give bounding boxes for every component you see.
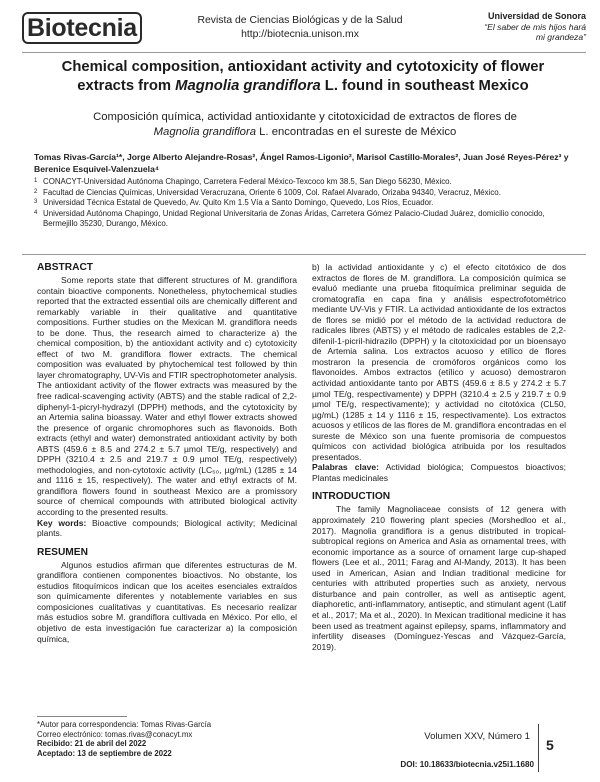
right-column xyxy=(312,262,566,652)
subtitle-line-2 xyxy=(50,125,560,140)
title-line-1: Chemical composition, antioxidant activity and cytotoxicity of flower xyxy=(61,59,545,75)
doi[interactable]: DOI: 10.18633/biotecnia.v25i1.1680 xyxy=(400,760,534,769)
correspondence-footnote xyxy=(37,716,297,758)
accepted-text: Aceptado: 13 de septiembre de 2022 xyxy=(37,748,172,758)
left-column xyxy=(37,262,297,644)
affiliation-text: Universidad Autónoma Chapingo, Unidad Regional Universitaria de Zonas Áridas, Carretera Gómez Palacio-Ciudad Juárez, domicilio conocido, Bermejillo 35230, Durango, México. xyxy=(43,208,545,229)
introduction-body: The family Magnoliaceae consists of 12 genera with approximately 210 flowering plant species (Morshedloo et al., 2017). Magnolia grandiflora is a genus distributed in tropical-subtropical regions on America and Asia as ornamental trees, with economic importance as a source of ornament large cup-shaped flowers (Lee et al., 2011; Farag and Al-Mandy, 2013). It has been used in American, Asian and Indian traditional medicine for centuries with attributed properties such as anxiety, nervous disturbance and pain controller, as well as antiseptic agent, diaphoretic, anti-inflammatory, antiseptic, and stimulant agent (Latif et al., 2017; Ma et al., 2020). In Mexican traditional medicine it has been used as treatment against epilepsy, spams, inflammatory and infertility diseases (Domínguez-Yescas and Vázquez-García, 2019). xyxy=(312,504,566,652)
page-number-divider xyxy=(538,724,539,772)
abstract-heading: ABSTRACT xyxy=(37,262,94,273)
university-motto-2: mi grandeza” xyxy=(535,32,586,42)
email-label: Correo electrónico: xyxy=(37,729,106,739)
title-line-2-pre: extracts from xyxy=(77,77,176,94)
email-line xyxy=(37,730,297,740)
subtitle-species: Magnolia grandiflora xyxy=(153,126,257,138)
keywords-text: Bioactive compounds; Biological activity; Medicinal plants. xyxy=(37,517,297,539)
affiliation-item xyxy=(34,177,576,188)
title-species: Magnolia grandiflora xyxy=(175,77,321,94)
journal-url[interactable]: http://biotecnia.unison.mx xyxy=(241,29,359,40)
university-info xyxy=(436,11,586,43)
affiliations xyxy=(34,177,576,230)
page-number: 5 xyxy=(546,737,554,753)
subtitle-line-1: Composición química, actividad antioxidante y citotoxicidad de extractos de flores de xyxy=(93,111,517,123)
resumen-body: Algunos estudios afirman que diferentes estructuras de M. grandiflora contienen componentes bioactivos. No obstante, los estudios fitoquímicos indican que los aceites esenciales extraídos son químicamente diferentes y notablemente variables en sus composiciones cualitativas y cuantitativas. Es necesario realizar más estudios sobre M. grandiflora cultivada en México. Por ello, el objetivo de esta investigación fue caracterizar a) la composición química, xyxy=(37,559,297,644)
affiliation-number: 3 xyxy=(34,199,38,206)
keywords xyxy=(37,518,297,539)
resumen-continued: b) la actividad antioxidante y c) el efecto citotóxico de dos extractos de flores de M. grandiflora. La composición química se evaluó mediante una prueba fitoquímica preliminar seguida de cromatografía en capa fina y análisis espectrofotométrico mediante UV-Vis y FTIR. La actividad antioxidante de los extractos de flores se midió por el método de la actividad reductora de radicales libres (ABTS) y el método de radicales estables de 2,2-difenil-1-picril-hidrazilo (DPPH) y la citotoxicidad por un bioensayo de Artemia salina. Los extractos acuoso y etílico de flores mostraron la presencia de cromóforos orgánicos como los flavonoides. Ambos extractos (etílico y acuoso) demostraron actividad antioxidante tanto por ABTS (459.6 ± 8.5 y 274.2 ± 5.7 µmol TE/g, respectivamente) y DPPH (3210.4 ± 2.5 y 219.7 ± 0.9 µmol TE/g, respectivamente); y actividad no citotóxica (CL50, µg/mL) (1285 ± 14 y 1116 ± 15, respectivamente). Los extractos acuosos y etílicos de las flores de M. grandiflora encontradas en el sureste de México son una fuente promisoria de compuestos químicos con actividad biológica atribuida por los resultados presentados. xyxy=(312,262,566,462)
affiliation-item xyxy=(34,209,576,230)
author-list: Tomas Rivas-García¹*, Jorge Alberto Alejandre-Rosas², Ángel Ramos-Ligonio², Marisol Castillo-Morales², Juan José Reyes-Pérez³ y Berenice Esquivel-Valenzuela⁴ xyxy=(34,152,569,174)
header-divider xyxy=(22,52,586,53)
university-name: Universidad de Sonora xyxy=(487,11,586,21)
affiliation-number: 2 xyxy=(34,188,38,195)
received-date xyxy=(37,739,297,749)
volume-info: Volumen XXV, Número 1 xyxy=(424,731,530,742)
title-line-2-post: L. found in southeast Mexico xyxy=(320,77,529,94)
logo-text: Biotecnia xyxy=(22,12,142,44)
affiliation-number: 4 xyxy=(34,209,38,216)
affiliations-divider xyxy=(22,254,586,255)
footnote-rule xyxy=(37,716,127,717)
subtitle-line-2-post: L. encontradas en el sureste de México xyxy=(256,126,457,138)
affiliation-text: CONACYT-Universidad Autónoma Chapingo, Carretera Federal México-Texcoco km 38.5, San Diego 56230, México. xyxy=(43,177,452,186)
biotecnia-logo xyxy=(22,12,137,42)
journal-info xyxy=(180,14,420,42)
affiliation-text: Universidad Técnica Estatal de Quevedo, Av. Quito Km 1.5 Vía a Santo Domingo, Quevedo, Los Ríos, Ecuador. xyxy=(43,198,434,208)
journal-header xyxy=(22,8,586,48)
email-link[interactable]: tomas.rivas@conacyt.mx xyxy=(105,729,193,739)
resumen-heading: RESUMEN xyxy=(37,546,88,558)
abstract-body: Some reports state that different structures of M. grandiflora contain bioactive components. Nonetheless, phytochemical studies reported that the extracted essential oils are chemically different and remarkably variable in their qualitative and quantitative compositions. Further studies on the Mexican M. grandiflora needs to be done. Thus, the research aimed to characterize a) the chemical composition, b) the antioxidant activity and c) cytotoxicity effect of two M. grandiflora flower extracts. The chemical composition was evaluated by phytochemical test followed by thin layer chromatography, UV-Vis and FTIR spectrophotometer analysis. The antioxidant activity of the flower extracts was measured by the free radical-scavenging activity (ABTS) and the stable radical of 2,2-diphenyl-1-picryl-hydrazyl (DPPH) methods, and the cytotoxicity by an Artemia salina bioassay. Water and ethyl flower extracts showed the presence of organic chromophores such as flavonoids. Both extracts (ethyl and water) demonstrated antioxidant activity by both ABTS (459.6 ± 8.5 and 274.2 ± 5.7 µmol TE/g, respectively) and DPPH (3210.4 ± 2.5 and 219.7 ± 0.9 µmol TE/g, respectively) methodologies, and non-cytotoxic activity (LC₅₀, µg/mL) (1285 ± 14 and 1116 ± 15, respectively). The water and ethyl extracts of M. grandiflora flowers found in southeast Mexico are a promissory source of chemical compounds with attributed biological activity according to the presented results. xyxy=(37,275,298,518)
received-text: Recibido: 21 de abril del 2022 xyxy=(37,739,147,749)
accepted-date xyxy=(37,749,297,759)
keywords-label: Key words: xyxy=(37,517,87,528)
introduction-heading: INTRODUCTION xyxy=(312,491,391,503)
journal-name: Revista de Ciencias Biológicas y de la Salud xyxy=(197,15,403,26)
palabras-clave xyxy=(312,462,566,483)
affiliation-item xyxy=(34,198,576,209)
affiliation-item xyxy=(34,188,576,199)
palabras-label: Palabras clave: xyxy=(312,462,379,473)
article-title xyxy=(30,58,576,95)
palabras-text: Actividad biológica; Compuestos bioactivos; Plantas medicinales xyxy=(312,462,566,483)
corresponding-author: *Autor para correspondencia: Tomas Rivas-García xyxy=(37,720,212,729)
title-line-2 xyxy=(30,77,576,96)
affiliation-number: 1 xyxy=(34,178,38,184)
affiliation-text: Facultad de Ciencias Químicas, Universidad Veracruzana, Oriente 6 1009, Col. Rafael Alvarado, Orizaba 94340, Veracruz, México. xyxy=(43,187,501,197)
university-motto-1: “El saber de mis hijos hará xyxy=(484,21,586,32)
spanish-title xyxy=(50,110,560,140)
